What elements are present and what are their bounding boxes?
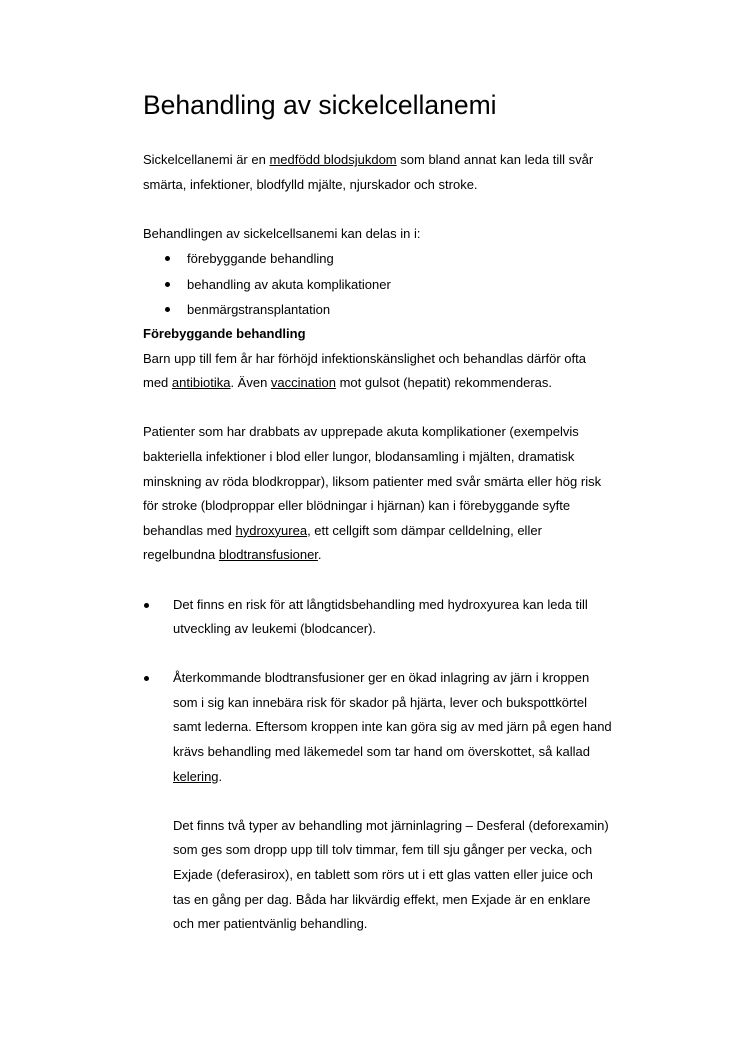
list-item: benmärgstransplantation <box>143 297 613 322</box>
para1-text-mid: . Även <box>230 375 271 391</box>
bullet2-text: Återkommande blodtransfusioner ger en ökad inlagring av järn i kroppen som i sig kan innebära risk för skador på hjärta, lever och bukspottkörtel samt lederna. Eftersom kroppen inte kan göra sig av med järn på egen hand krävs behandling med läkemedel som tar hand om överskottet, så kallad <box>173 670 612 760</box>
list-intro: Behandlingen av sickelcellsanemi kan delas in i: <box>143 225 421 241</box>
link-kelering[interactable]: kelering <box>173 768 219 784</box>
para2-text-end: . <box>317 547 322 563</box>
para1-text: Barn upp till fem år har förhöjd infektionskänslighet och behandlas därför ofta med <box>143 350 586 391</box>
para2-text: Patienter som har drabbats av upprepade akuta komplikationer (exempelvis bakteriella infektioner i blod eller lungor, blodansamling i mjälten, dramatisk minskning av röda blodkroppar), liksom patienter med svår smärta eller hög risk för stroke (blodproppar eller blödningar i hjärnan) kan i förebyggande syfte behandlas med <box>143 424 602 538</box>
section-heading: Förebyggande behandling <box>143 325 306 341</box>
link-hydroxyurea[interactable]: hydroxyurea <box>235 522 308 538</box>
page-title: Behandling av sickelcellanemi <box>143 90 497 120</box>
intro-text: Sickelcellanemi är en <box>143 152 270 167</box>
bullet-iron-overload <box>143 666 613 789</box>
paragraph-iron-treatments: Det finns två typer av behandling mot järninlagring – Desferal (deforexamin) som ges som dropp upp till tolv timmar, fem till sju gånger per vecka, och Exjade (deferasirox), en tablett som rörs ut i ett glas vatten eller juice och tas en gång per dag. Båda har likvärdig effekt, men Exjade är en enklare och mer patientvänlig behandling. <box>173 817 609 932</box>
intro-paragraph <box>143 148 613 197</box>
para2-text-mid: , ett cellgift som dämpar celldelning, eller regelbundna <box>143 522 542 563</box>
link-blodtransfusioner[interactable]: blodtransfusioner <box>218 547 318 563</box>
list-item: förebyggande behandling <box>143 246 613 271</box>
link-medfodd-blodsjukdom[interactable]: medfödd blodsjukdom <box>269 152 397 167</box>
link-vaccination[interactable]: vaccination <box>270 375 336 391</box>
intro-text-end: som bland annat kan leda till svår smärta, infektioner, blodfylld mjälte, njurskador och stroke. <box>143 152 594 192</box>
para1-text-end: mot gulsot (hepatit) rekommenderas. <box>335 375 553 391</box>
document-page <box>143 88 613 937</box>
paragraph-children <box>143 347 613 396</box>
list-item: behandling av akuta komplikationer <box>143 272 613 297</box>
link-antibiotika[interactable]: antibiotika <box>171 375 231 391</box>
paragraph-patients <box>143 420 613 568</box>
bullet-leukemia-risk: Det finns en risk för att långtidsbehandling med hydroxyurea kan leda till utveckling av leukemi (blodcancer). <box>143 593 613 642</box>
treatment-list <box>143 246 613 322</box>
bullet2-text-end: . <box>218 768 223 784</box>
